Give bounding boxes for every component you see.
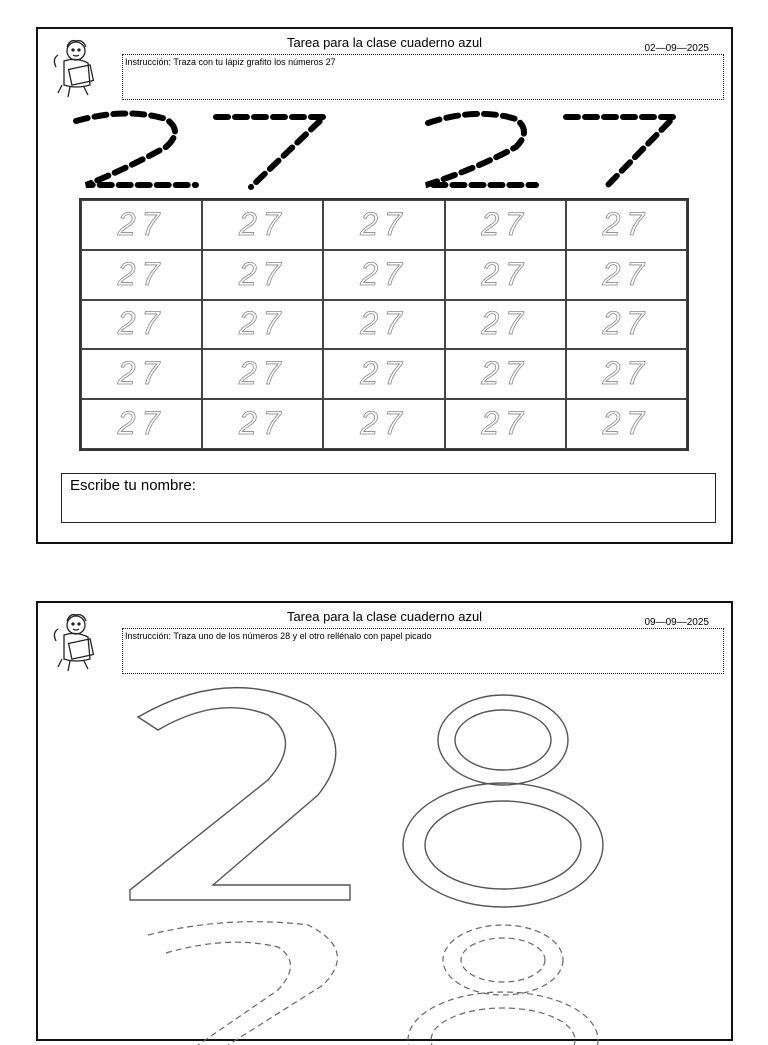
traceable-number: 27 (238, 205, 287, 242)
grid-cell[interactable] (445, 349, 566, 399)
grid-cell[interactable] (445, 399, 566, 449)
grid-cell[interactable] (81, 349, 202, 399)
worksheet-title: Tarea para la clase cuaderno azul (286, 609, 483, 624)
traceable-number: 27 (481, 255, 529, 292)
traceable-number: 27 (481, 355, 529, 392)
instruction-box (122, 628, 724, 674)
traceable-number: 27 (238, 355, 287, 392)
big-dotted-27-tracing (66, 109, 706, 191)
traceable-number: 27 (481, 404, 529, 441)
outlined-and-dotted-28 (118, 685, 638, 1045)
tracing-grid (79, 198, 689, 451)
grid-cell[interactable] (566, 349, 687, 399)
grid-cell[interactable] (202, 300, 323, 350)
traceable-number: 27 (602, 305, 651, 342)
grid-cell[interactable] (323, 300, 444, 350)
traceable-number: 27 (117, 355, 166, 392)
traceable-number: 27 (117, 255, 166, 292)
grid-cell[interactable] (81, 200, 202, 250)
traceable-number: 27 (360, 355, 408, 392)
instruction-text: Instrucción: Traza con tu lápiz grafito los números 27 (125, 57, 336, 67)
grid-cell[interactable] (202, 250, 323, 300)
traceable-number: 27 (238, 255, 287, 292)
grid-cell[interactable] (81, 399, 202, 449)
worksheet-title: Tarea para la clase cuaderno azul (286, 35, 483, 50)
grid-cell[interactable] (323, 250, 444, 300)
traceable-number: 27 (360, 404, 408, 441)
worksheet-page-1 (36, 27, 733, 544)
traceable-number: 27 (117, 404, 166, 441)
traceable-number: 27 (360, 205, 408, 242)
grid-cell[interactable] (566, 200, 687, 250)
instruction-box (122, 54, 724, 100)
traceable-number: 27 (602, 404, 651, 441)
traceable-number: 27 (481, 205, 529, 242)
grid-cell[interactable] (202, 349, 323, 399)
worksheet-page-2 (36, 601, 733, 1041)
instruction-text: Instrucción: Traza uno de los números 28 y el otro rellénalo con papel picado (125, 631, 432, 641)
traceable-number: 27 (481, 305, 529, 342)
grid-cell[interactable] (81, 300, 202, 350)
traceable-number: 27 (117, 205, 166, 242)
traceable-number: 27 (117, 305, 166, 342)
grid-cell[interactable] (445, 200, 566, 250)
traceable-number: 27 (238, 404, 287, 441)
name-field[interactable] (61, 473, 716, 523)
grid-cell[interactable] (81, 250, 202, 300)
traceable-number: 27 (360, 255, 408, 292)
grid-cell[interactable] (323, 200, 444, 250)
grid-cell[interactable] (202, 399, 323, 449)
grid-cell[interactable] (323, 349, 444, 399)
grid-cell[interactable] (566, 250, 687, 300)
grid-cell[interactable] (566, 399, 687, 449)
grid-cell[interactable] (202, 200, 323, 250)
grid-cell[interactable] (445, 250, 566, 300)
traceable-number: 27 (238, 305, 287, 342)
worksheet-date: 02—09—2025 (644, 43, 709, 54)
grid-cell[interactable] (323, 399, 444, 449)
traceable-number: 27 (360, 305, 408, 342)
grid-cell[interactable] (445, 300, 566, 350)
worksheet-date: 09—09—2025 (644, 617, 709, 628)
traceable-number: 27 (602, 355, 651, 392)
name-label: Escribe tu nombre: (70, 477, 196, 494)
traceable-number: 27 (602, 255, 651, 292)
grid-cell[interactable] (566, 300, 687, 350)
traceable-number: 27 (602, 205, 651, 242)
